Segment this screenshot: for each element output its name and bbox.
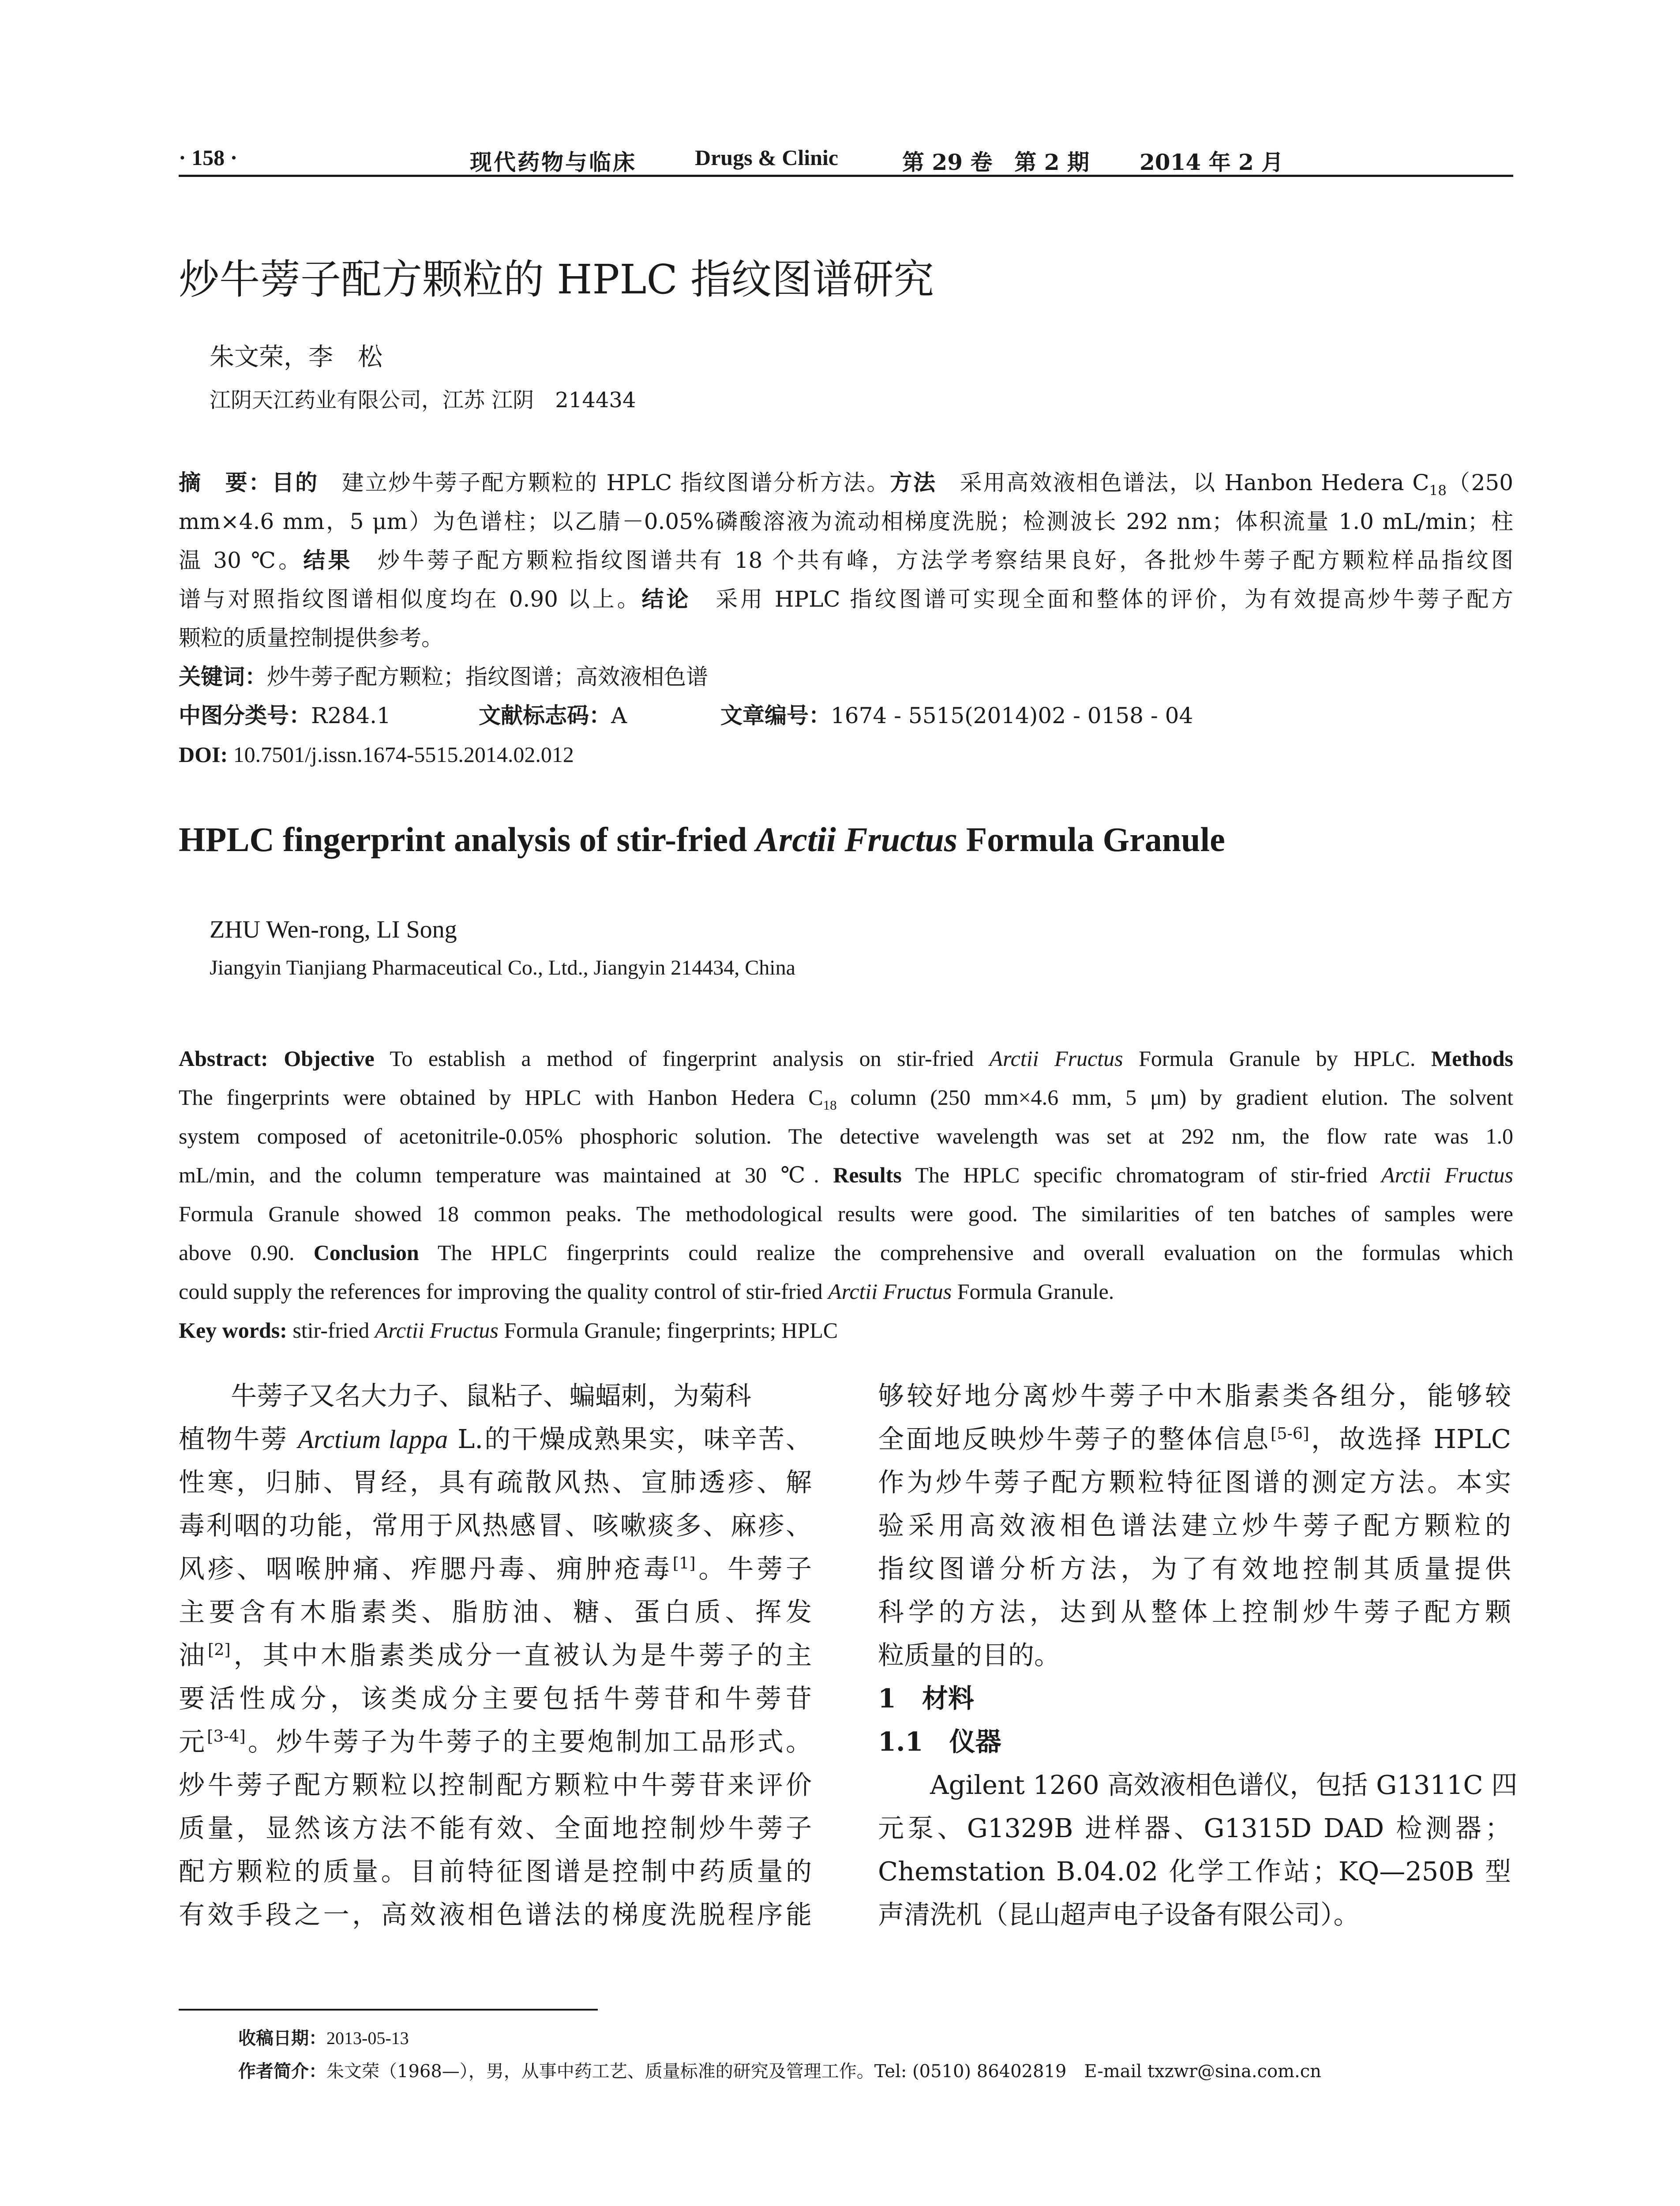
subsection-heading: 1.1 仪器 [878,1726,1001,1757]
results-en-text: The HPLC specific chromatogram of stir-fried [915,1163,1382,1187]
journal-volume: 第 29 卷 第 2 期 [902,149,1089,175]
page-number: · 158 · [179,145,238,170]
body-line: Agilent 1260 高效液相色谱仪，包括 G1311C 四 [878,1770,1518,1800]
title-en-part: HPLC fingerprint analysis of stir-fried [179,820,756,859]
footnote-rule [179,2009,598,2011]
objective-label: 目的 [272,469,319,495]
abstract-en-label: Abstract: [179,1046,268,1071]
methods-text-cont: （250 [1446,470,1513,495]
affiliation-en: Jiangyin Tianjiang Pharmaceutical Co., Ltd., Jiangyin 214434, China [210,956,795,979]
results-text-end: 谱与对照指纹图谱相似度均在 0.90 以上。 [179,586,642,612]
citation: [2] [207,1640,231,1659]
body-line [179,1634,812,1677]
conclusion-en-label: Conclusion [313,1240,419,1265]
doc-code-label: 文献标志码： [479,702,611,728]
body-line: 验采用高效液相色谱法建立炒牛蒡子配方颗粒的 [878,1510,1511,1541]
title-en-italic: Arctii Fructus [755,820,958,859]
conclusion-en-text: The HPLC fingerprints could realize the comprehensive and overall evaluation on the formulas which [437,1240,1513,1265]
body-text: 。牛蒡子 [695,1553,812,1584]
results-text: 炒牛蒡子配方颗粒指纹图谱共有 18 个共有峰，方法学考察结果良好，各批炒牛蒡子配方颗粒样品指纹图 [377,548,1513,573]
body-line: 毒利咽的功能，常用于风热感冒、咳嗽痰多、麻疹、 [179,1510,812,1541]
body-line: 要活性成分，该类成分主要包括牛蒡苷和牛蒡苷 [179,1683,812,1714]
italic-term: Arctii Fructus [375,1318,499,1343]
body-line: Chemstation B.04.02 化学工作站；KQ—250B 型 [878,1856,1511,1887]
keywords-cn [179,657,1513,696]
body-line: 配方颗粒的质量。目前特征图谱是控制中药质量的 [179,1856,812,1887]
abstract-label: 摘 要： [179,469,272,495]
running-header [179,140,1513,177]
authors-en: ZHU Wen-rong, LI Song [210,916,457,943]
abstract-en-line: Formula Granule showed 18 common peaks. The methodological results were good. The similarities of ten batches of samples were [179,1201,1513,1226]
methods-en-label: Methods [1431,1046,1513,1071]
body-text: 。炒牛蒡子为牛蒡子的主要炮制加工品形式。 [245,1726,812,1757]
methods-label: 方法 [890,469,937,495]
body-line: 作为炒牛蒡子配方颗粒特征图谱的测定方法。本实 [878,1467,1511,1497]
footnote-author [238,2057,1321,2082]
methods-text: 采用高效液相色谱法，以 Hanbon Hedera C [960,470,1429,495]
received-date: 2013-05-13 [326,2028,409,2048]
abstract-cn-line [179,541,1513,580]
title-en-part: Formula Granule [957,820,1225,859]
author-bio-label: 作者简介： [238,2061,326,2082]
body-text: ，故选择 HPLC [1309,1424,1511,1454]
conclusion-text: 采用 HPLC 指纹图谱可实现全面和整体的评价，为有效提高炒牛蒡子配方 [716,586,1513,612]
body-line [179,1720,812,1763]
methods-text-end: 温 30 ℃。 [179,548,304,573]
conclusion-en-text: Formula Granule. [952,1279,1114,1304]
body-line: 元泵、G1329B 进样器、G1315D DAD 检测器； [878,1813,1511,1843]
received-label: 收稿日期： [238,2028,326,2048]
doc-code-value: A [611,703,627,728]
title-en [179,820,1225,859]
affiliation-cn: 江阴天江药业有限公司，江苏 江阴 214434 [210,388,636,413]
abstract-cn-line [179,463,1513,502]
body-line: 够较好地分离炒牛蒡子中木脂素类各组分，能够较 [878,1381,1511,1411]
conclusion-label: 结论 [641,586,691,612]
citation: [1] [672,1553,696,1573]
article-number-label: 文章编号： [720,702,831,728]
body-line: 主要含有木脂素类、脂肪油、糖、蛋白质、挥发 [179,1597,812,1627]
results-en-label: Results [833,1163,902,1187]
footnote-received [238,2024,409,2049]
results-en-text: above 0.90. [179,1240,295,1265]
abstract-cn-line: 颗粒的质量控制提供参考。 [179,625,443,651]
body-text: 风疹、咽喉肿痛、痄腮丹毒、痈肿疮毒 [179,1553,673,1584]
body-line: 科学的方法，达到从整体上控制炒牛蒡子配方颗 [878,1597,1511,1627]
citation: [3-4] [207,1726,246,1746]
abstract-cn-line [179,580,1513,619]
citation: [5-6] [1270,1424,1309,1443]
body-line [878,1418,1511,1461]
abstract-en-line [179,1039,1513,1078]
body-text: 全面地反映炒牛蒡子的整体信息 [878,1424,1271,1454]
doi-line [179,735,1513,774]
author-bio: 朱文荣（1968—），男，从事中药工艺、质量标准的研究及管理工作。Tel: (0510) 86402819 E-mail txzwr@sina.com.cn [326,2061,1321,2082]
species-name: Arctium lappa [298,1425,448,1454]
abstract-en-line [179,1156,1513,1194]
methods-en-text: column (250 mm×4.6 mm, 5 μm) by gradient elution. The solvent [836,1085,1513,1110]
abstract-en-line [179,1233,1513,1272]
objective-en-text: To establish a method of fingerprint analysis on stir-fried [390,1046,990,1071]
body-line: 有效手段之一，高效液相色谱法的梯度洗脱程序能 [179,1899,812,1930]
conclusion-en-text: could supply the references for improving the quality control of stir-fried [179,1279,829,1304]
objective-en-text: Formula Granule by HPLC. [1123,1046,1416,1071]
objective-text: 建立炒牛蒡子配方颗粒的 HPLC 指纹图谱分析方法。 [341,470,890,495]
results-label: 结果 [303,547,353,573]
body-line [179,1418,812,1461]
body-line: 声清洗机（昆山超声电子设备有限公司）。 [878,1899,1360,1930]
italic-term: Arctii Fructus [1381,1163,1513,1187]
body-text: L.的干燥成熟果实，味辛苦、 [448,1424,812,1454]
body-line: 性寒，归肺、胃经，具有疏散风热、宣肺透疹、解 [179,1467,812,1497]
italic-term: Arctii Fructus [989,1046,1123,1071]
methods-en-text: mL/min, and the column temperature was maintained at 30 ℃. [179,1163,819,1187]
body-line: 指纹图谱分析方法，为了有效地控制其质量提供 [878,1553,1511,1584]
authors-cn: 朱文荣，李 松 [210,343,382,371]
clc-value: R284.1 [311,703,391,728]
section-heading: 1 材料 [878,1683,975,1714]
objective-en-label: Objective [284,1046,375,1071]
doi-label: DOI: [179,742,228,767]
article-number-value: 1674 - 5515(2014)02 - 0158 - 04 [831,703,1193,728]
doi-value: 10.7501/j.issn.1674-5515.2014.02.012 [233,742,574,767]
journal-date: 2014 年 2 月 [1140,149,1284,175]
body-text: 油 [179,1640,208,1670]
keywords-text: 炒牛蒡子配方颗粒；指纹图谱；高效液相色谱 [267,664,708,690]
methods-en-text: The fingerprints were obtained by HPLC with Hanbon Hedera C [179,1085,823,1110]
body-line: 牛蒡子又名大力子、鼠粘子、蝙蝠刺，为菊科 [179,1381,752,1411]
body-line: 粒质量的目的。 [878,1640,1061,1670]
keywords-en [179,1311,1513,1350]
classification-line [179,696,1513,735]
body-line [179,1547,812,1591]
abstract-cn-line: mm×4.6 mm，5 μm）为色谱柱；以乙腈－0.05%磷酸溶液为流动相梯度洗脱；检测波长 292 nm；体积流量 1.0 mL/min；柱 [179,509,1513,534]
subscript: 18 [1429,483,1447,499]
journal-name-en: Drugs & Clinic [695,145,838,170]
subscript: 18 [823,1097,837,1113]
body-text: 植物牛蒡 [179,1424,298,1454]
title-cn: 炒牛蒡子配方颗粒的 HPLC 指纹图谱研究 [179,256,934,303]
clc-label: 中图分类号： [179,702,311,728]
abstract-en-line [179,1272,1513,1311]
keywords-en-label: Key words: [179,1318,287,1343]
journal-name-cn: 现代药物与临床 [470,149,637,175]
body-line: 质量，显然该方法不能有效、全面地控制炒牛蒡子 [179,1813,812,1843]
keywords-en-text: stir-fried [287,1318,375,1343]
body-text: 元 [179,1726,207,1757]
keywords-label: 关键词： [179,664,267,690]
italic-term: Arctii Fructus [828,1279,952,1304]
abstract-en-line [179,1078,1513,1117]
body-line: 炒牛蒡子配方颗粒以控制配方颗粒中牛蒡苷来评价 [179,1770,812,1800]
keywords-en-text: Formula Granule; fingerprints; HPLC [498,1318,838,1343]
body-text: ，其中木脂素类成分一直被认为是牛蒡子的主 [230,1640,812,1670]
abstract-en-line: system composed of acetonitrile-0.05% phosphoric solution. The detective wavelength was set at 292 nm, the flow rate was 1.0 [179,1124,1513,1148]
